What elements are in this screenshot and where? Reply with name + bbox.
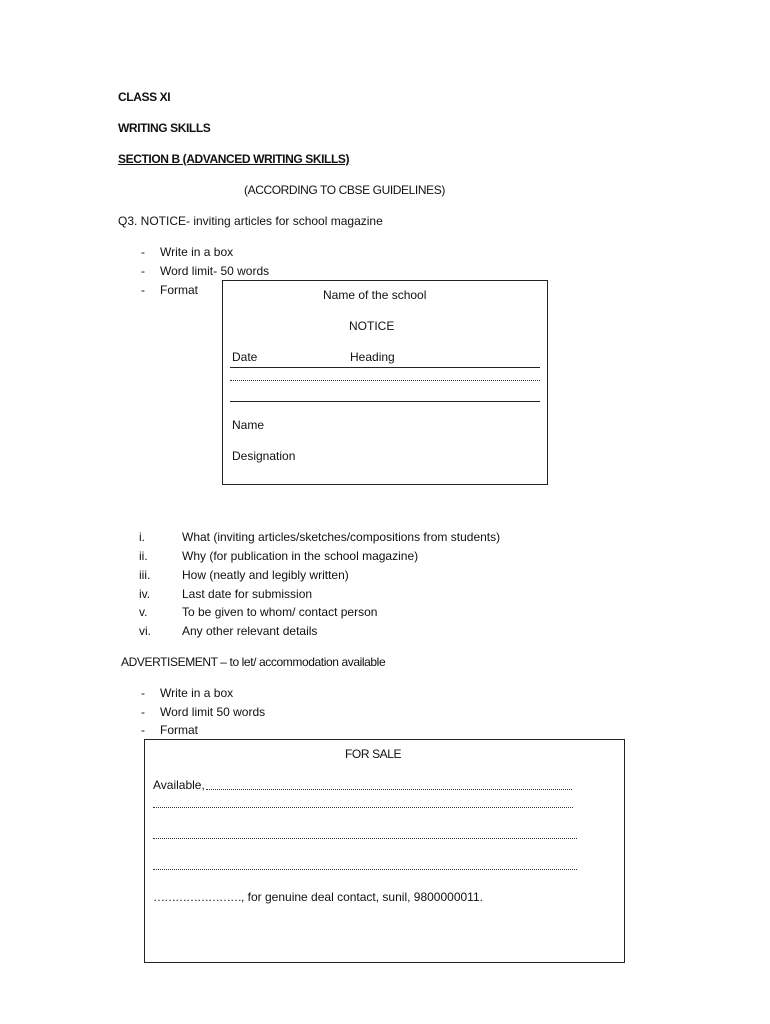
advertisement-heading: ADVERTISEMENT – to let/ accommodation available: [121, 655, 386, 669]
notice-date-label: Date: [232, 350, 258, 364]
bullet-text: Write in a box: [160, 245, 234, 259]
bullet-text: Write in a box: [160, 686, 234, 700]
point-text: Why (for publication in the school magazine): [182, 549, 419, 563]
advertisement-format-box: [144, 739, 625, 963]
point-number: v.: [139, 605, 148, 619]
fill-line: [153, 807, 573, 808]
subject-title: WRITING SKILLS: [118, 121, 211, 135]
point-text: What (inviting articles/sketches/compositions from students): [182, 530, 501, 544]
closing-dots: ……………………: [153, 890, 241, 904]
divider: [230, 401, 540, 402]
fill-line: [153, 869, 577, 870]
point-text: How (neatly and legibly written): [182, 568, 349, 582]
point-number: iii.: [139, 568, 151, 582]
body-line: [230, 380, 540, 381]
notice-school-name: Name of the school: [323, 288, 427, 302]
bullet-marker: -: [141, 686, 145, 700]
divider: [230, 367, 540, 368]
bullet-marker: -: [141, 283, 145, 297]
closing-text: , for genuine deal contact, sunil, 9800000011.: [241, 890, 483, 904]
advertisement-available-label: Available,: [153, 778, 205, 792]
bullet-marker: -: [141, 245, 145, 259]
point-number: iv.: [139, 587, 151, 601]
bullet-text: Format: [160, 723, 199, 737]
bullet-marker: -: [141, 723, 145, 737]
advertisement-closing-line: [153, 890, 483, 904]
advertisement-title: FOR SALE: [345, 747, 402, 761]
point-number: vi.: [139, 624, 151, 638]
bullet-text: Word limit 50 words: [160, 705, 266, 719]
notice-heading-label: Heading: [350, 350, 395, 364]
notice-name-label: Name: [232, 418, 265, 432]
fill-line: [206, 789, 572, 790]
bullet-text: Word limit- 50 words: [160, 264, 270, 278]
section-title: SECTION B (ADVANCED WRITING SKILLS): [118, 152, 350, 166]
point-text: Last date for submission: [182, 587, 313, 601]
bullet-text: Format: [160, 283, 199, 297]
bullet-marker: -: [141, 264, 145, 278]
bullet-marker: -: [141, 705, 145, 719]
guidelines-subtitle: (ACCORDING TO CBSE GUIDELINES): [244, 183, 445, 197]
notice-title: NOTICE: [349, 319, 395, 333]
class-title: CLASS XI: [118, 90, 171, 104]
point-number: i.: [139, 530, 145, 544]
notice-question: Q3. NOTICE- inviting articles for school magazine: [118, 214, 383, 228]
point-text: To be given to whom/ contact person: [182, 605, 378, 619]
notice-designation-label: Designation: [232, 449, 296, 463]
point-text: Any other relevant details: [182, 624, 318, 638]
point-number: ii.: [139, 549, 148, 563]
fill-line: [153, 838, 577, 839]
